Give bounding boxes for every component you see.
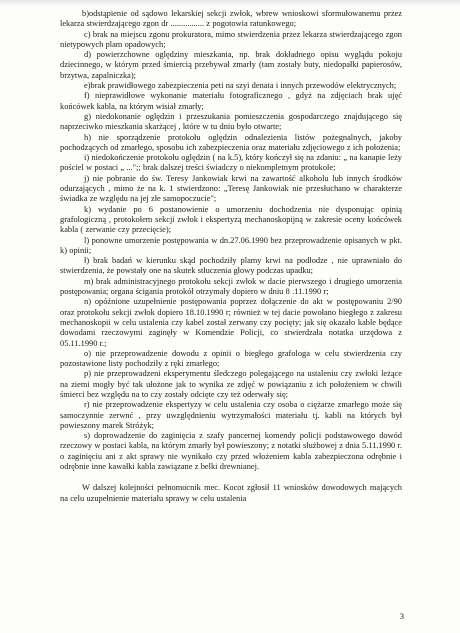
paragraph-c: c) brak na miejscu zgonu prokuratora, mimo stwierdzenia przez lekarza stwierdzającego zgon nietypowych plam opadowych; bbox=[60, 29, 402, 49]
paragraph-k: k) wydanie po 6 postanowienie o umorzeniu dochodzenia nie dysponując opinią grafologiczną , protokołem sekcji zwłok i ekspertyzą mechanoskopijną w zakresie oceny końcówek kabla ( zerwanie czy przecięcie); bbox=[60, 204, 402, 235]
paragraph-g: g) niedokonanie oględzin i przeszukania pomieszczenia gospodarczego znajdującego się naprzeciwko mieszkania skarżącej , które w tu dniu było otwarte; bbox=[60, 111, 402, 132]
page-number: 3 bbox=[399, 610, 404, 621]
paragraph-n: n) opóźnione uzupełnienie postępowania poprzez dołączenie do akt w postępowaniu 2/90 oraz protokołu sekcji zwłok dopiero 18.10.1990 r; również w tej dacie powołano biegłego z zakresu mechanoskopii w celu ustalenia czy kabel został zerwany czy pocięty; jak się okazało kable będące dowodami rzeczowymi zaginęły w Komendzie Policji, co stwierdzała notatka urzędowa z 05.11.1990 r.; bbox=[60, 297, 402, 348]
paragraph-p: p) nie przeprowadzeni eksperymentu śledczego polegającego na ustaleniu czy zwłoki leżące na ziemi mogły być tak ułożone jak to wynika ze zdjęć w powiązaniu z ich położeniem w chwili śmierci bez względu na to czy zostały odcięte czy też oderwały się; bbox=[60, 369, 402, 399]
paragraph-r: r) nie przeprowadzenie ekspertyzy w celu ustalenia czy osoba o ciężarze zmarłego może się samoczynnie zerwnć , przy uwzględnieniu wytrzymałości materiału tj. kabli na których był powieszony marek Stróżyk; bbox=[60, 400, 402, 430]
paragraph-i: i) niedokończenie protokołu oględzin ( na k.5), który kończył się na zdaniu: „ na kanapie leży pościel w postaci „ ...";; brak dalszej treści świadczy o niekompletnym protokole; bbox=[60, 153, 402, 173]
paragraph-l-stroke: ł) brak badań w kierunku skąd pochodziły plamy krwi na podłodze , nie uprawniało do stwierdzenia, że powstały one na skutek stłuczenia głowy podczas upadku; bbox=[60, 256, 402, 276]
paragraph-s: s) doprowadzenie do zaginięcia z szafy pancernej komendy policji podstawowego dowód rzeczowy w postaci kabla, na którym zmarły był powieszony; z notatki służbowej z dnia 5.11.1990 r. o zaginięciu ani z akt sprawy nie wynikało czy przed włożeniem kabla zabezpieczona odrębnie i odrębnie inne kawałki kabla zawiązane z belki drewnianej. bbox=[60, 431, 402, 472]
paragraph-o: o) nie przeprowadzenie dowodu z opinii o biegłego grafologa w celu stwierdzenia czy pozostawione listy pochodziły z ręki zmarłego; bbox=[60, 348, 402, 369]
paragraph-closing: W dalszej kolejności pełnomocnik mec. Kocot zgłosił 11 wniosków dowodowych mających na celu uzupełnienie materiału sprawy w celu ustalenia bbox=[60, 483, 402, 503]
paragraph-d: d) powierzchowne oględziny mieszkania, np. brak dokładnego opisu wyglądu pokoju dziecinnego, w którym przed śmiercią przebywał zmarły (tam zostały buty, niedopałki papierosów, brzytwa, zapalniczka); bbox=[60, 50, 402, 80]
paragraph-l: l) ponowne umorzenie postępowania w dn.27.06.1990 bez przeprowadzenie opisanych w pkt. k) opinii; bbox=[60, 235, 402, 255]
scan-edge-shadow bbox=[0, 0, 460, 6]
paragraph-b: b)odstąpienie od sądowo lekarskiej sekcji zwłok, wbrew wnioskowi sformułowanemu przez lekarza stwierdzającego zgon dr ................ z pogotowia ratunkowego; bbox=[60, 9, 402, 29]
paragraph-m: m) brak administracyjnego protokołu sekcji zwłok w dacie pierwszego i drugiego umorzenia postępowania; organa ścigania protokół otrzymały dopiero w dniu 8 .11.1990 r; bbox=[60, 276, 402, 297]
paragraph-h: h) nie sporządzenie protokołu oględzin odnalezienia listów pożegnalnych, jakoby pochodzących od zmarłego, sposobu ich zabezpieczenia oraz materiału zdjęciowego z ich położenia; bbox=[60, 132, 402, 152]
paragraph-f: f) nieprawidłowe wykonanie materiału fotograficznego , gdyż na zdjęciach brak ujęć końcówek kabla, na którym wisiał zmarły; bbox=[60, 91, 402, 111]
document-body bbox=[60, 9, 402, 504]
paragraph-j: j) nie pobranie do św. Teresy Jankowiak krwi na zawartość alkoholu lub innych środków odurzających , mimo że na k. 1 stwierdzono: „Teresę Jankowiak nie przesłuchano w charakterze świadka ze względu na jej złe samopoczucie"; bbox=[60, 173, 402, 204]
paragraph-e: e)brak prawidłowego zabezpieczenia peti na szyi denata i innych przewodów elektrycznych; bbox=[84, 81, 397, 91]
